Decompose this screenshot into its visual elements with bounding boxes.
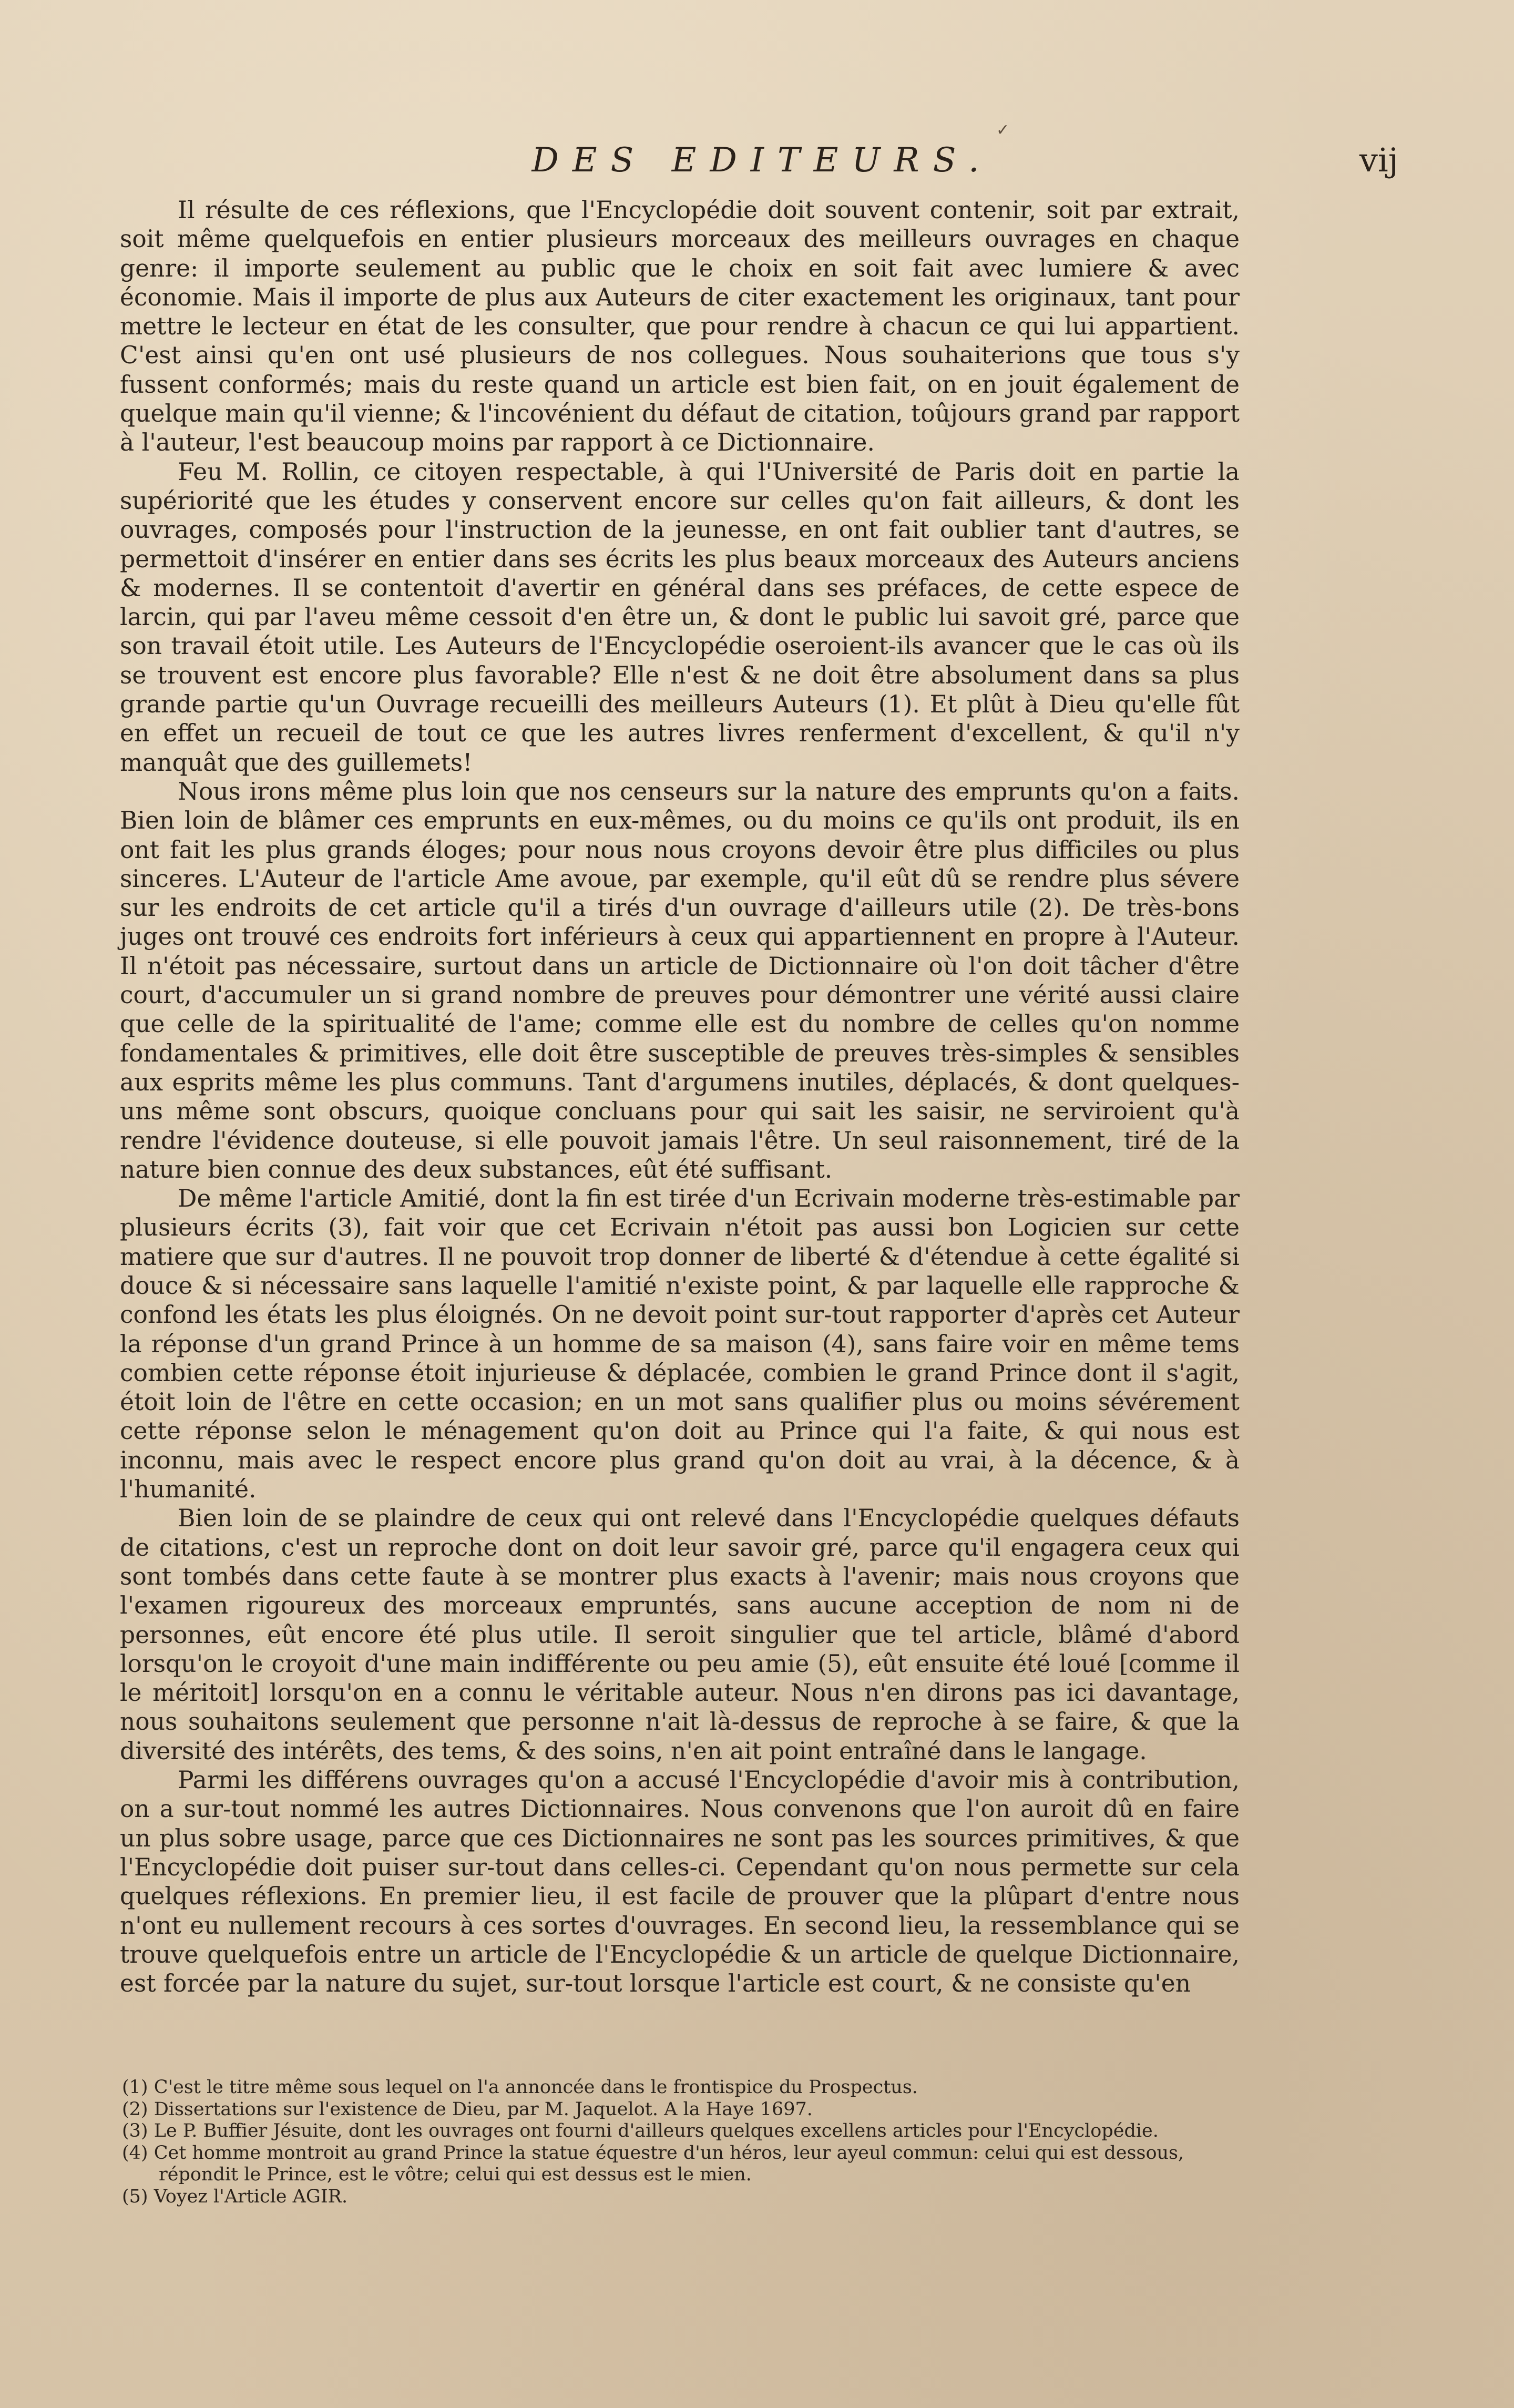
footnote-4: (4) Cet homme montroit au grand Prince la statue équestre d'un héros, leur ayeul commun: celui qui est dessous, répondit le Prince, est le vôtre; celui qui est dessus est le mien. xyxy=(122,2142,1184,2185)
body-text xyxy=(120,196,1240,1998)
paragraph-5: Bien loin de se plaindre de ceux qui ont relevé dans l'Encyclopédie quelques défauts de citations, c'est un reproche dont on doit leur savoir gré, parce qu'il engagera ceux qui sont tombés dans cette faute à se montrer plus exacts à l'avenir; mais nous croyons que l'examen rigoureux des morceaux empruntés, sans aucune acception de nom ni de personnes, eût encore été plus utile. Il seroit singulier que tel article, blâmé d'abord lorsqu'on le croyoit d'une main indifférente ou peu amie (5), eût ensuite été loué [comme il le méritoit] lorsqu'on en a connu le véritable auteur. Nous n'en dirons pas ici davantage, nous souhaitons seulement que personne n'ait là-dessus de reproche à se faire, & que la diversité des intérêts, des tems, & des soins, n'en ait point entraîné dans le langage. xyxy=(120,1504,1240,1765)
footnote-3: (3) Le P. Buffier Jésuite, dont les ouvrages ont fourni d'ailleurs quelques excellens articles pour l'Encyclopédie. xyxy=(122,2120,1159,2141)
paragraph-2: Feu M. Rollin, ce citoyen respectable, à qui l'Université de Paris doit en partie la supériorité que les études y conservent encore sur celles qu'on fait ailleurs, & dont les ouvrages, composés pour l'instruction de la jeunesse, en ont fait oublier tant d'autres, se permettoit d'insérer en entier dans ses écrits les plus beaux morceaux des Auteurs anciens & modernes. Il se contentoit d'avertir en général dans ses préfaces, de cette espece de larcin, qui par l'aveu même cessoit d'en être un, & dont le public lui savoit gré, parce que son travail étoit utile. Les Auteurs de l'Encyclopédie oseroient-ils avancer que le cas où ils se trouvent est encore plus favorable? Elle n'est & ne doit être absolument dans sa plus grande partie qu'un Ouvrage recueilli des meilleurs Auteurs (1). Et plût à Dieu qu'elle fût en effet un recueil de tout ce que les autres livres renferment d'excellent, & qu'il n'y manquât que des guillemets! xyxy=(120,457,1240,777)
page-header xyxy=(121,141,1404,183)
margin-mark: ✓ xyxy=(996,121,1010,139)
paragraph-6: Parmi les différens ouvrages qu'on a accusé l'Encyclopédie d'avoir mis à contribution, on a sur-tout nommé les autres Dictionnaires. Nous convenons que l'on auroit dû en faire un plus sobre usage, parce que ces Dictionnaires ne sont pas les sources primitives, & que l'Encyclopédie doit puiser sur-tout dans celles-ci. Cependant qu'on nous permette sur cela quelques réflexions. En premier lieu, il est facile de prouver que la plûpart d'entre nous n'ont eu nullement recours à ces sortes d'ouvrages. En second lieu, la ressemblance qui se trouve quelquefois entre un article de l'Encyclopédie & un article de quelque Dictionnaire, est forcée par la nature du sujet, sur-tout lorsque l'article est court, & ne consiste qu'en xyxy=(120,1766,1240,1998)
page-number: vij xyxy=(1359,141,1398,179)
paragraph-1: Il résulte de ces réflexions, que l'Encyclopédie doit souvent contenir, soit par extrait, soit même quelquefois en entier plusieurs morceaux des meilleurs ouvrages en chaque genre: il importe seulement au public que le choix en soit fait avec lumiere & avec économie. Mais il importe de plus aux Auteurs de citer exactement les originaux, tant pour mettre le lecteur en état de les consulter, que pour rendre à chacun ce qui lui appartient. C'est ainsi qu'en ont usé plusieurs de nos collegues. Nous souhaiterions que tous s'y fussent conformés; mais du reste quand un article est bien fait, on en jouit également de quelque main qu'il vienne; & l'incovénient du défaut de citation, toûjours grand par rapport à l'auteur, l'est beaucoup moins par rapport à ce Dictionnaire. xyxy=(120,196,1240,457)
paragraph-3: Nous irons même plus loin que nos censeurs sur la nature des emprunts qu'on a faits. Bien loin de blâmer ces emprunts en eux-mêmes, ou du moins ce qu'ils ont produit, ils en ont fait les plus grands éloges; pour nous nous croyons devoir être plus difficiles ou plus sinceres. L'Auteur de l'article Ame avoue, par exemple, qu'il eût dû se rendre plus sévere sur les endroits de cet article qu'il a tirés d'un ouvrage d'ailleurs utile (2). De très-bons juges ont trouvé ces endroits fort inférieurs à ceux qui appartiennent en propre à l'Auteur. Il n'étoit pas nécessaire, surtout dans un article de Dictionnaire où l'on doit tâcher d'être court, d'accumuler un si grand nombre de preuves pour démontrer une vérité aussi claire que celle de la spiritualité de l'ame; comme elle est du nombre de celles qu'on nomme fondamentales & primitives, elle doit être susceptible de preuves très-simples & sensibles aux esprits même les plus communs. Tant d'argumens inutiles, déplacés, & dont quelques-uns même sont obscurs, quoique concluans pour qui sait les saisir, ne serviroient qu'à rendre l'évidence douteuse, si elle pouvoit jamais l'être. Un seul raisonnement, tiré de la nature bien connue des deux substances, eût été suffisant. xyxy=(120,777,1240,1183)
footnote-1: (1) C'est le titre même sous lequel on l'a annoncée dans le frontispice du Prospectus. xyxy=(122,2077,918,2098)
footnotes xyxy=(122,2077,1247,2208)
running-head: DES EDITEURS. xyxy=(531,141,993,180)
footnote-5: (5) Voyez l'Article AGIR. xyxy=(122,2186,348,2207)
footnote-2: (2) Dissertations sur l'existence de Dieu, par M. Jaquelot. A la Haye 1697. xyxy=(122,2098,813,2120)
paragraph-4: De même l'article Amitié, dont la fin est tirée d'un Ecrivain moderne très-estimable par plusieurs écrits (3), fait voir que cet Ecrivain n'étoit pas aussi bon Logicien sur cette matiere que sur d'autres. Il ne pouvoit trop donner de liberté & d'étendue à cette égalité si douce & si nécessaire sans laquelle l'amitié n'existe point, & par laquelle elle rapproche & confond les états les plus éloignés. On ne devoit point sur-tout rapporter d'après cet Auteur la réponse d'un grand Prince à un homme de sa maison (4), sans faire voir en même tems combien cette réponse étoit injurieuse & déplacée, combien le grand Prince dont il s'agit, étoit loin de l'être en cette occasion; en un mot sans qualifier plus ou moins sévérement cette réponse selon le ménagement qu'on doit au Prince qui l'a faite, & qui nous est inconnu, mais avec le respect encore plus grand qu'on doit au vrai, à la décence, & à l'humanité. xyxy=(120,1185,1240,1504)
